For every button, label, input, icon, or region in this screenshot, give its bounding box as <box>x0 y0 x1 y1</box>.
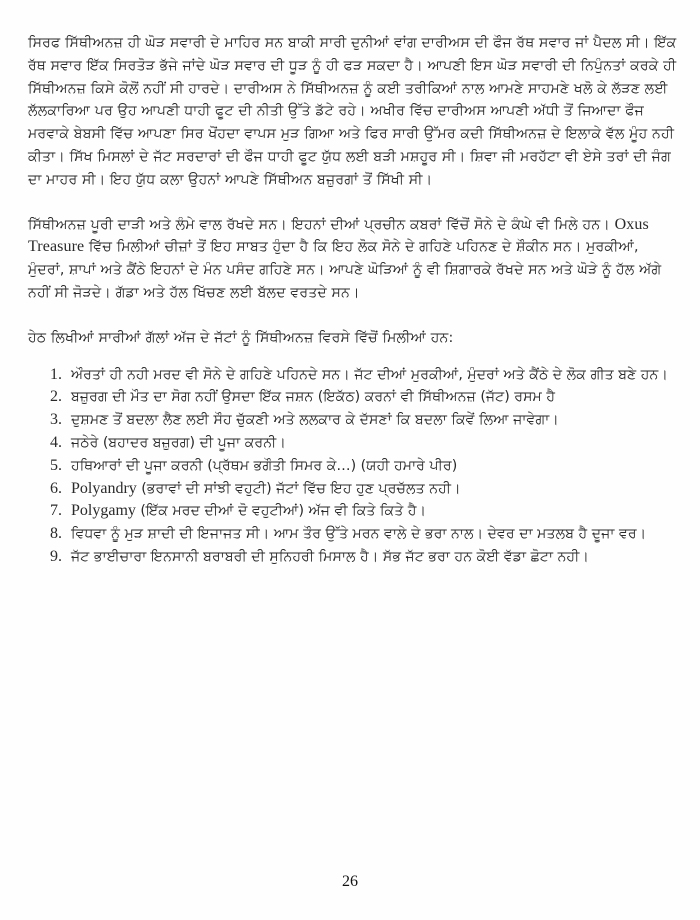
document-page <box>28 32 678 569</box>
paragraph-text: ਸਿੱਥੀਅਨਜ਼ ਪੂਰੀ ਦਾੜੀ ਅਤੇ ਲੰਮੇ ਵਾਲ ਰੱਖਦੇ ਸਨ। ਇਹਨਾਂ ਦੀਆਂ ਪ੍ਰਚੀਨ ਕਬਰਾਂ ਵਿੱਚੋਂ ਸੋਨੇ ਦੇ ਕੰਘੇ ਵੀ ਮਿਲੇ ਹਨ। <box>28 216 615 233</box>
list-item <box>50 409 678 432</box>
list-number: 1. <box>50 365 62 383</box>
list-item <box>50 523 678 546</box>
list-item-text: ਦੁਸ਼ਮਣ ਤੋਂ ਬਦਲਾ ਲੈਣ ਲਈ ਸੌਹ ਚੁੱਕਣੀ ਅਤੇ ਲਲਕਾਰ ਕੇ ਦੱਸਣਾਂ ਕਿ ਬਦਲਾ ਕਿਵੇਂ ਲਿਆ ਜਾਵੇਗਾ। <box>71 412 559 429</box>
latin-term: Polygamy <box>71 502 136 520</box>
list-item-text: ਬਜ਼ੁਰਗ ਦੀ ਮੌਤ ਦਾ ਸੋਗ ਨਹੀਂ ਉਸਦਾ ਇੱਕ ਜਸ਼ਨ (ਇਕੱਠ) ਕਰਨਾਂ ਵੀ ਸਿੱਥੀਅਨਜ਼ (ਜੱਟ) ਰਸਮ ਹੈ <box>71 389 556 406</box>
list-item-text: Polyandry (ਭਰਾਵਾਂ ਦੀ ਸਾਂਝੀ ਵਹੁਟੀ) ਜੱਟਾਂ ਵਿੱਚ ਇਹ ਹੁਣ ਪ੍ਰਚੱਲਤ ਨਹੀ। <box>71 479 461 497</box>
latin-term: Polyandry <box>71 479 137 497</box>
paragraph-scythian-horsemanship: ਸਿਰਫ ਸਿੱਥੀਅਨਜ਼ ਹੀ ਘੋੜ ਸਵਾਰੀ ਦੇ ਮਾਹਿਰ ਸਨ ਬਾਕੀ ਸਾਰੀ ਦੁਨੀਆਂ ਵਾਂਗ ਦਾਰੀਅਸ ਦੀ ਫੌਜ ਰੱਥ ਸਵਾਰ ਜਾਂ ਪੈਦਲ ਸੀ। ਇੱਕ ਰੱਥ ਸਵਾਰ ਇੱਕ ਸਿਰਤੋੜ ਭੱਜੇ ਜਾਂਦੇ ਘੋੜ ਸਵਾਰ ਦੀ ਧੂੜ ਨੂੰ ਹੀ ਫੜ ਸਕਦਾ ਹੈ। ਆਪਣੀ ਇਸ ਘੋੜ ਸਵਾਰੀ ਦੀ ਨਿਪੁੰਨਤਾਂ ਕਰਕੇ ਹੀ ਸਿੱਥੀਅਨਜ਼ ਕਿਸੇ ਕੋਲੋਂ ਨਹੀਂ ਸੀ ਹਾਰਦੇ। ਦਾਰੀਅਸ ਨੇ ਸਿੱਥੀਅਨਜ਼ ਨੂੰ ਕਈ ਤਰੀਕਿਆਂ ਨਾਲ ਆਮਣੇ ਸਾਹਮਣੇ ਖਲੋ ਕੇ ਲੱੜਣ ਲਈ ਲੱਲਕਾਰਿਆ ਪਰ ਉਹ ਆਪਣੀ ਧਾਹੀ ਫੂਟ ਦੀ ਨੀਤੀ ਉੱਤੇ ਡੱਟੇ ਰਹੇ। ਅਖੀਰ ਵਿੱਚ ਦਾਰੀਅਸ ਆਪਣੀ ਅੱਧੀ ਤੋਂ ਜਿਆਦਾ ਫੌਜ ਮਰਵਾਕੇ ਬੇਬਸੀ ਵਿੱਚ ਆਪਣਾ ਸਿਰ ਖੋਂਹਦਾ ਵਾਪਸ ਮੁੜ ਗਿਆ ਅਤੇ ਫਿਰ ਸਾਰੀ ਉੱਮਰ ਕਦੀ ਸਿੱਥੀਅਨਜ਼ ਦੇ ਇਲਾਕੇ ਵੱਲ ਮੂੰਹ ਨਹੀ ਕੀਤਾ। ਸਿੱਖ ਮਿਸਲਾਂ ਦੇ ਜੱਟ ਸਰਦਾਰਾਂ ਦੀ ਫੌਜ ਧਾਹੀ ਫੂਟ ਯੁੱਧ ਲਈ ਬੜੀ ਮਸ਼ਹੂਰ ਸੀ। ਸ਼ਿਵਾ ਜੀ ਮਰਹੱਟਾ ਵੀ ਏਸੇ ਤਰਾਂ ਦੀ ਜੰਗ ਦਾ ਮਾਹਰ ਸੀ। ਇਹ ਯੁੱਧ ਕਲਾ ਉਹਨਾਂ ਆਪਣੇ ਸਿੱਥੀਅਨ ਬਜ਼ੁਰਗਾਂ ਤੋਂ ਸਿੱਖੀ ਸੀ। <box>28 35 677 188</box>
list-item-text: ਜੱਟ ਭਾਈਚਾਰਾ ਇਨਸਾਨੀ ਬਰਾਬਰੀ ਦੀ ਸੁਨਿਹਰੀ ਮਿਸਾਲ ਹੈ। ਸੱਭ ਜੱਟ ਭਰਾ ਹਨ ਕੋਈ ਵੱਡਾ ਛੋਟਾ ਨਹੀ। <box>71 548 589 565</box>
list-item <box>50 500 678 523</box>
list-item-text: Polygamy (ਇੱਕ ਮਰਦ ਦੀਆਂ ਦੋ ਵਹੁਟੀਆਂ) ਅੱਜ ਵੀ ਕਿਤੇ ਕਿਤੇ ਹੈ। <box>71 502 427 520</box>
list-number: 2. <box>50 388 62 406</box>
list-number: 8. <box>50 525 62 543</box>
list-item <box>50 546 678 569</box>
list-item <box>50 386 678 409</box>
list-number: 3. <box>50 411 62 429</box>
list-number: 7. <box>50 502 62 520</box>
list-number: 4. <box>50 433 62 451</box>
list-item-text: ਵਿਧਵਾ ਨੂੰ ਮੁੜ ਸ਼ਾਦੀ ਦੀ ਇਜਾਜਤ ਸੀ। ਆਮ ਤੌਰ ਉੱਤੇ ਮਰਨ ਵਾਲੇ ਦੇ ਭਰਾ ਨਾਲ। ਦੇਵਰ ਦਾ ਮਤਲਬ ਹੈ ਦੂਜਾ ਵਰ। <box>71 526 647 543</box>
paragraph-scythian-ornaments <box>28 214 678 305</box>
page-number: 26 <box>342 873 358 890</box>
list-intro: ਹੇਠ ਲਿਖੀਆਂ ਸਾਰੀਆਂ ਗੱਲਾਂ ਅੱਜ ਦੇ ਜੱਟਾਂ ਨੂੰ ਸਿੱਥੀਅਨਜ਼ ਵਿਰਸੇ ਵਿੱਚੋਂ ਮਿਲੀਆਂ ਹਨ: <box>28 329 454 346</box>
list-item-text: ਜਠੇਰੇ (ਬਹਾਦਰ ਬਜ਼ੁਰਗ) ਦੀ ਪੂਜਾ ਕਰਨੀ। <box>71 434 286 451</box>
list-number: 5. <box>50 456 62 474</box>
latin-term: Oxus Treasure <box>28 215 649 256</box>
list-item <box>50 432 678 455</box>
paragraph-text: ਵਿੱਚ ਮਿਲੀਆਂ ਚੀਜ਼ਾਂ ਤੋਂ ਇਹ ਸਾਬਤ ਹੁੰਦਾ ਹੈ ਕਿ ਇਹ ਲੋਕ ਸੋਨੇ ਦੇ ਗਹਿਣੇ ਪਹਿਨਣ ਦੇ ਸ਼ੌਕੀਨ ਸਨ। ਮੁਰਕੀਆਂ, ਮੁੰਦਰਾਂ, ਸ਼ਾਪਾਂ ਅਤੇ ਕੈਂਠੇ ਇਹਨਾਂ ਦੇ ਮੰਨ ਪਸੰਦ ਗਹਿਣੇ ਸਨ। ਆਪਣੇ ਘੋੜਿਆਂ ਨੂੰ ਵੀ ਸ਼ਿਗਾਰਕੇ ਰੱਖਦੇ ਸਨ ਅਤੇ ਘੋੜੇ ਨੂੰ ਹੱਲ ਅੱਗੇ ਨਹੀਂ ਸੀ ਜੋੜਦੇ। ਗੱਡਾ ਅਤੇ ਹੱਲ ਖਿੱਚਣ ਲਈ ਬੱਲਦ ਵਰਤਦੇ ਸਨ। <box>28 239 662 301</box>
list-number: 6. <box>50 479 62 497</box>
list-item <box>50 478 678 501</box>
heritage-list <box>28 364 678 569</box>
list-item <box>50 455 678 478</box>
list-item <box>50 364 678 387</box>
list-number: 9. <box>50 547 62 565</box>
list-item-text: ਔਰਤਾਂ ਹੀ ਨਹੀ ਮਰਦ ਵੀ ਸੋਨੇ ਦੇ ਗਹਿਣੇ ਪਹਿਨਦੇ ਸਨ। ਜੱਟ ਦੀਆਂ ਮੁਰਕੀਆਂ, ਮੁੰਦਰਾਂ ਅਤੇ ਕੈਂਠੇ ਦੇ ਲੋਕ ਗੀਤ ਬਣੇ ਹਨ। <box>71 366 668 383</box>
list-item-text: ਹਥਿਆਰਾਂ ਦੀ ਪੂਜਾ ਕਰਨੀ (ਪ੍ਰੱਥਮ ਭਗੌਤੀ ਸਿਮਰ ਕੇ…) (ਯਹੀ ਹਮਾਰੇ ਪੀਰ) <box>71 457 458 474</box>
